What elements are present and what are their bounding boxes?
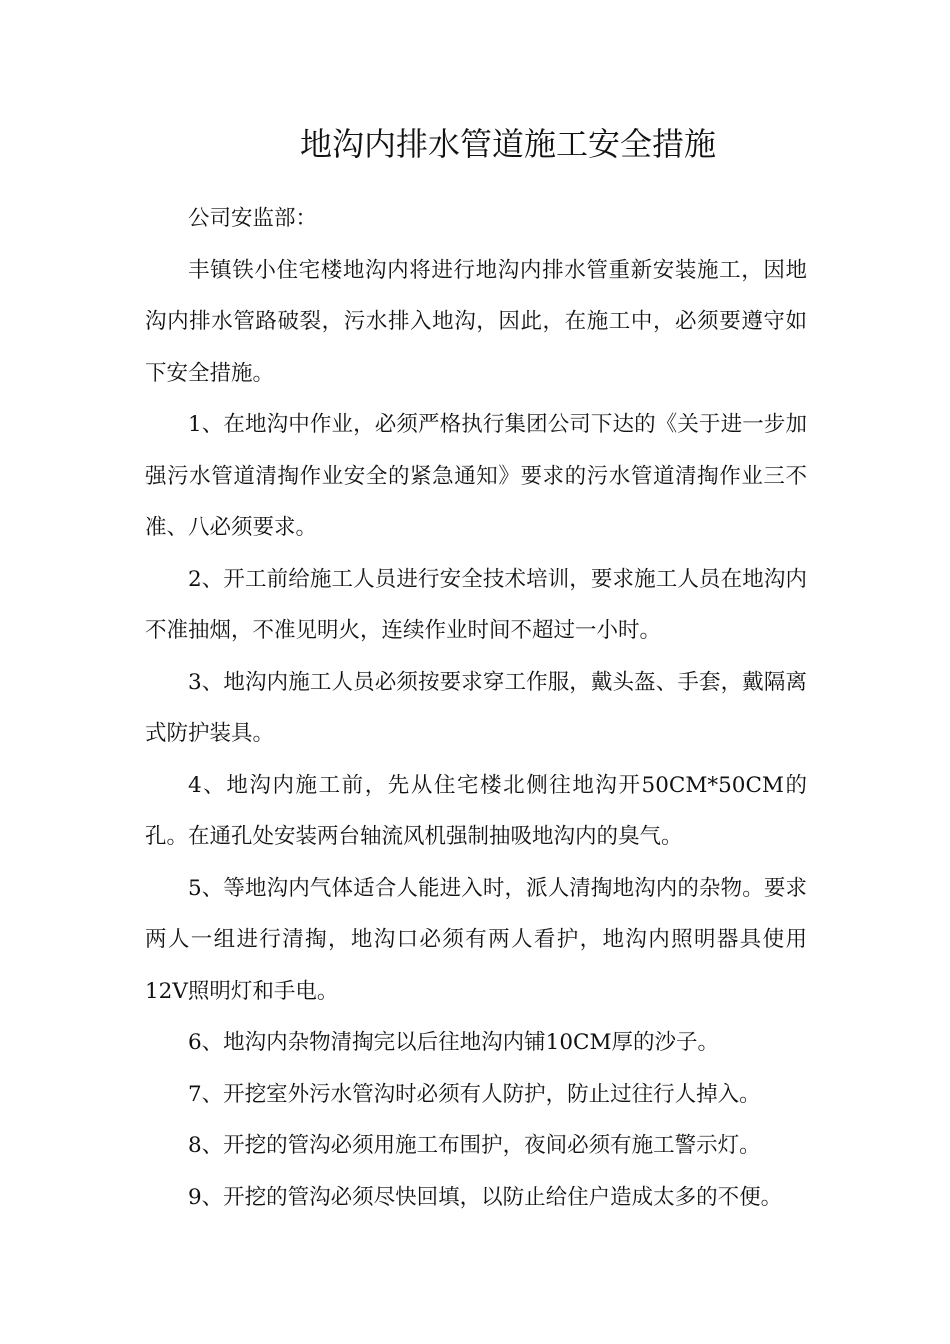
document-body [145,193,807,1223]
measure-item-5: 5、等地沟内气体适合人能进入时，派人清掏地沟内的杂物。要求两人一组进行清掏，地沟口必须有两人看护，地沟内照明器具使用12V照明灯和手电。 [145,875,807,1004]
intro-paragraph: 丰镇铁小住宅楼地沟内将进行地沟内排水管重新安装施工，因地沟内排水管路破裂，污水排入地沟，因此，在施工中，必须要遵守如下安全措施。 [145,257,807,386]
measure-item-6: 6、地沟内杂物清掏完以后往地沟内铺10CM厚的沙子。 [188,1030,720,1055]
document-title: 地沟内排水管道施工安全措施 [299,125,716,163]
salutation: 公司安监部： [188,206,318,231]
measure-item-4: 4、地沟内施工前，先从住宅楼北侧往地沟开50CM*50CM的孔。在通孔处安装两台轴流风机强制抽吸地沟内的臭气。 [145,772,807,849]
measure-item-7: 7、开挖室外污水管沟时必须有人防护，防止过往行人掉入。 [188,1081,761,1107]
measure-item-3: 3、地沟内施工人员必须按要求穿工作服，戴头盔、手套，戴隔离式防护装具。 [145,669,807,746]
measure-item-8: 8、开挖的管沟必须用施工布围护，夜间必须有施工警示灯。 [188,1133,761,1158]
measure-item-2: 2、开工前给施工人员进行安全技术培训，要求施工人员在地沟内不准抽烟，不准见明火，连续作业时间不超过一小时。 [145,566,807,643]
measure-item-1: 1、在地沟中作业，必须严格执行集团公司下达的《关于进一步加强污水管道清掏作业安全的紧急通知》要求的污水管道清掏作业三不准、八必须要求。 [145,412,807,540]
measure-item-9: 9、开挖的管沟必须尽快回填，以防止给住户造成太多的不便。 [188,1184,783,1210]
